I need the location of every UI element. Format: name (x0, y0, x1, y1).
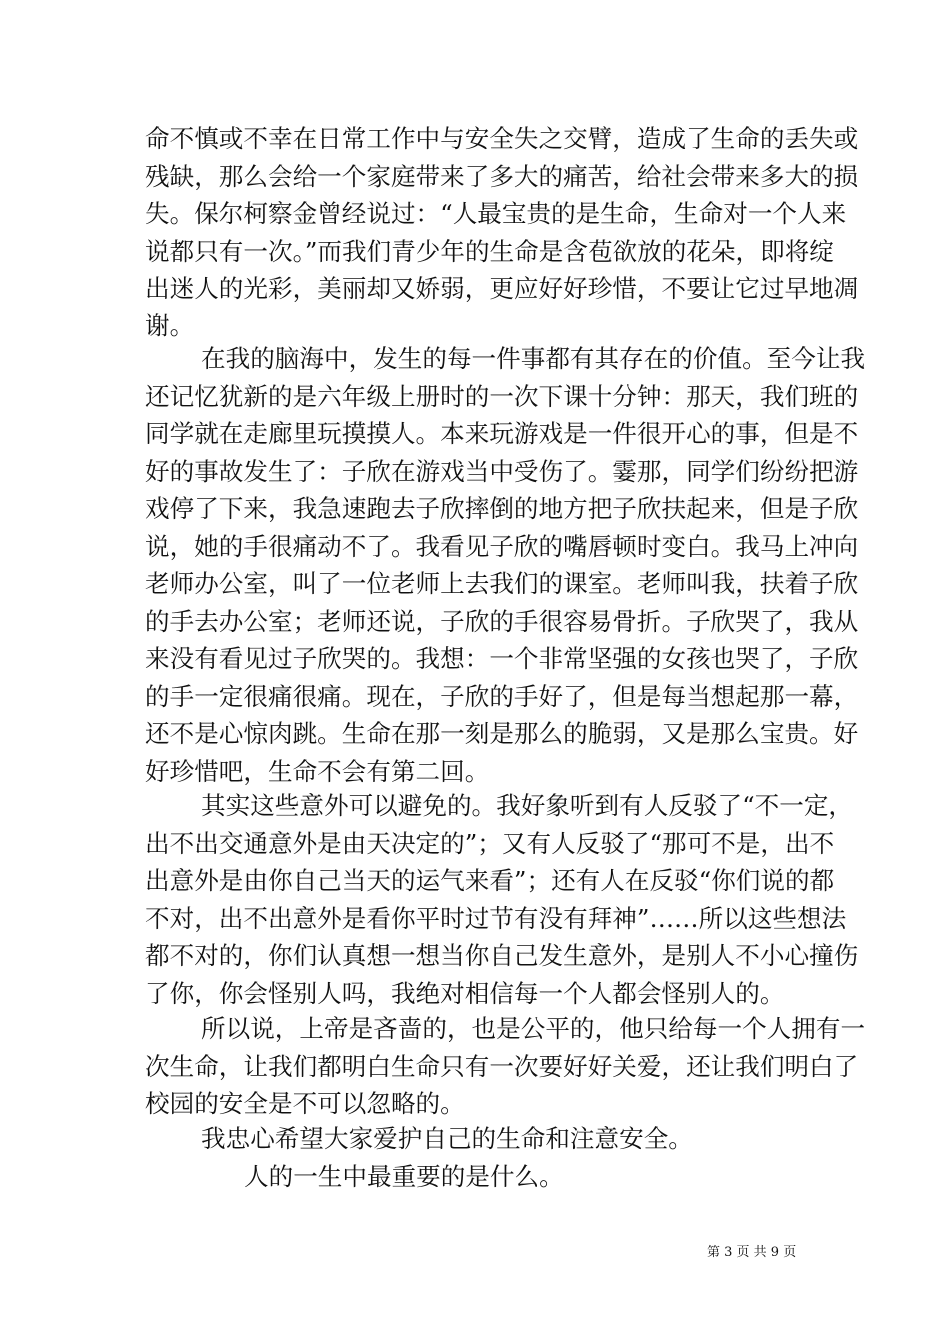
paragraph-start-line: 所以说，上帝是吝啬的，也是公平的，他只给每一个人拥有一 (201, 1014, 866, 1043)
text-line: 还记忆犹新的是六年级上册时的一次下课十分钟：那天，我们班的 (145, 382, 859, 411)
text-line: 谢。 (145, 311, 195, 340)
text-line: 的手一定很痛很痛。现在，子欣的手好了，但是每当想起那一幕， (145, 682, 859, 711)
text-line: 戏停了下来，我急速跑去子欣摔倒的地方把子欣扶起来，但是子欣 (145, 494, 859, 523)
text-line: 都不对的，你们认真想一想当你自己发生意外，是别人不小心撞伤 (145, 941, 859, 970)
text-line: 了你，你会怪别人吗，我绝对相信每一个人都会怪别人的。 (145, 979, 785, 1008)
page-number-footer: 第 3 页 共 9 页 (707, 1245, 797, 1260)
text-line: 说，她的手很痛动不了。我看见子欣的嘴唇顿时变白。我马上冲向 (145, 532, 859, 561)
text-line: 好的事故发生了：子欣在游戏当中受伤了。霎那，同学们纷纷把游 (145, 457, 859, 486)
text-line: 来没有看见过子欣哭的。我想：一个非常坚强的女孩也哭了，子欣 (145, 644, 859, 673)
text-line: 校园的安全是不可以忽略的。 (145, 1089, 465, 1118)
text-line: 出意外是由你自己当天的运气来看”；还有人在反驳“你们说的都 (145, 866, 835, 895)
text-line: 好珍惜吧，生命不会有第二回。 (145, 757, 490, 786)
text-line: 的手去办公室；老师还说，子欣的手很容易骨折。子欣哭了，我从 (145, 607, 859, 636)
paragraph-start-line: 其实这些意外可以避免的。我好象听到有人反驳了“不一定， (201, 791, 854, 820)
text-line: 老师办公室，叫了一位老师上去我们的课室。老师叫我，扶着子欣 (145, 569, 859, 598)
text-line: 出不出交通意外是由天决定的”；又有人反驳了“那可不是，出不 (145, 829, 835, 858)
paragraph-start-line: 人的一生中最重要的是什么。 (244, 1162, 564, 1191)
text-line: 次生命，让我们都明白生命只有一次要好好关爱，还让我们明白了 (145, 1052, 859, 1081)
text-line: 失。保尔柯察金曾经说过：“人最宝贵的是生命，生命对一个人来 (145, 199, 847, 228)
text-line: 不对，出不出意外是看你平时过节有没有拜神”……所以这些想法 (145, 904, 847, 933)
text-line: 残缺，那么会给一个家庭带来了多大的痛苦，给社会带来多大的损 (145, 162, 859, 191)
paragraph-start-line: 在我的脑海中，发生的每一件事都有其存在的价值。至今让我 (201, 344, 866, 373)
text-line: 同学就在走廊里玩摸摸人。本来玩游戏是一件很开心的事，但是不 (145, 419, 859, 448)
text-line: 命不慎或不幸在日常工作中与安全失之交臂，造成了生命的丢失或 (145, 124, 859, 153)
text-line: 还不是心惊肉跳。生命在那一刻是那么的脆弱，又是那么宝贵。好 (145, 719, 859, 748)
paragraph-start-line: 我忠心希望大家爱护自己的生命和注意安全。 (201, 1124, 693, 1153)
text-line: 出迷人的光彩，美丽却又娇弱，更应好好珍惜，不要让它过早地凋 (145, 274, 859, 303)
text-line: 说都只有一次。”而我们青少年的生命是含苞欲放的花朵，即将绽 (145, 237, 834, 266)
